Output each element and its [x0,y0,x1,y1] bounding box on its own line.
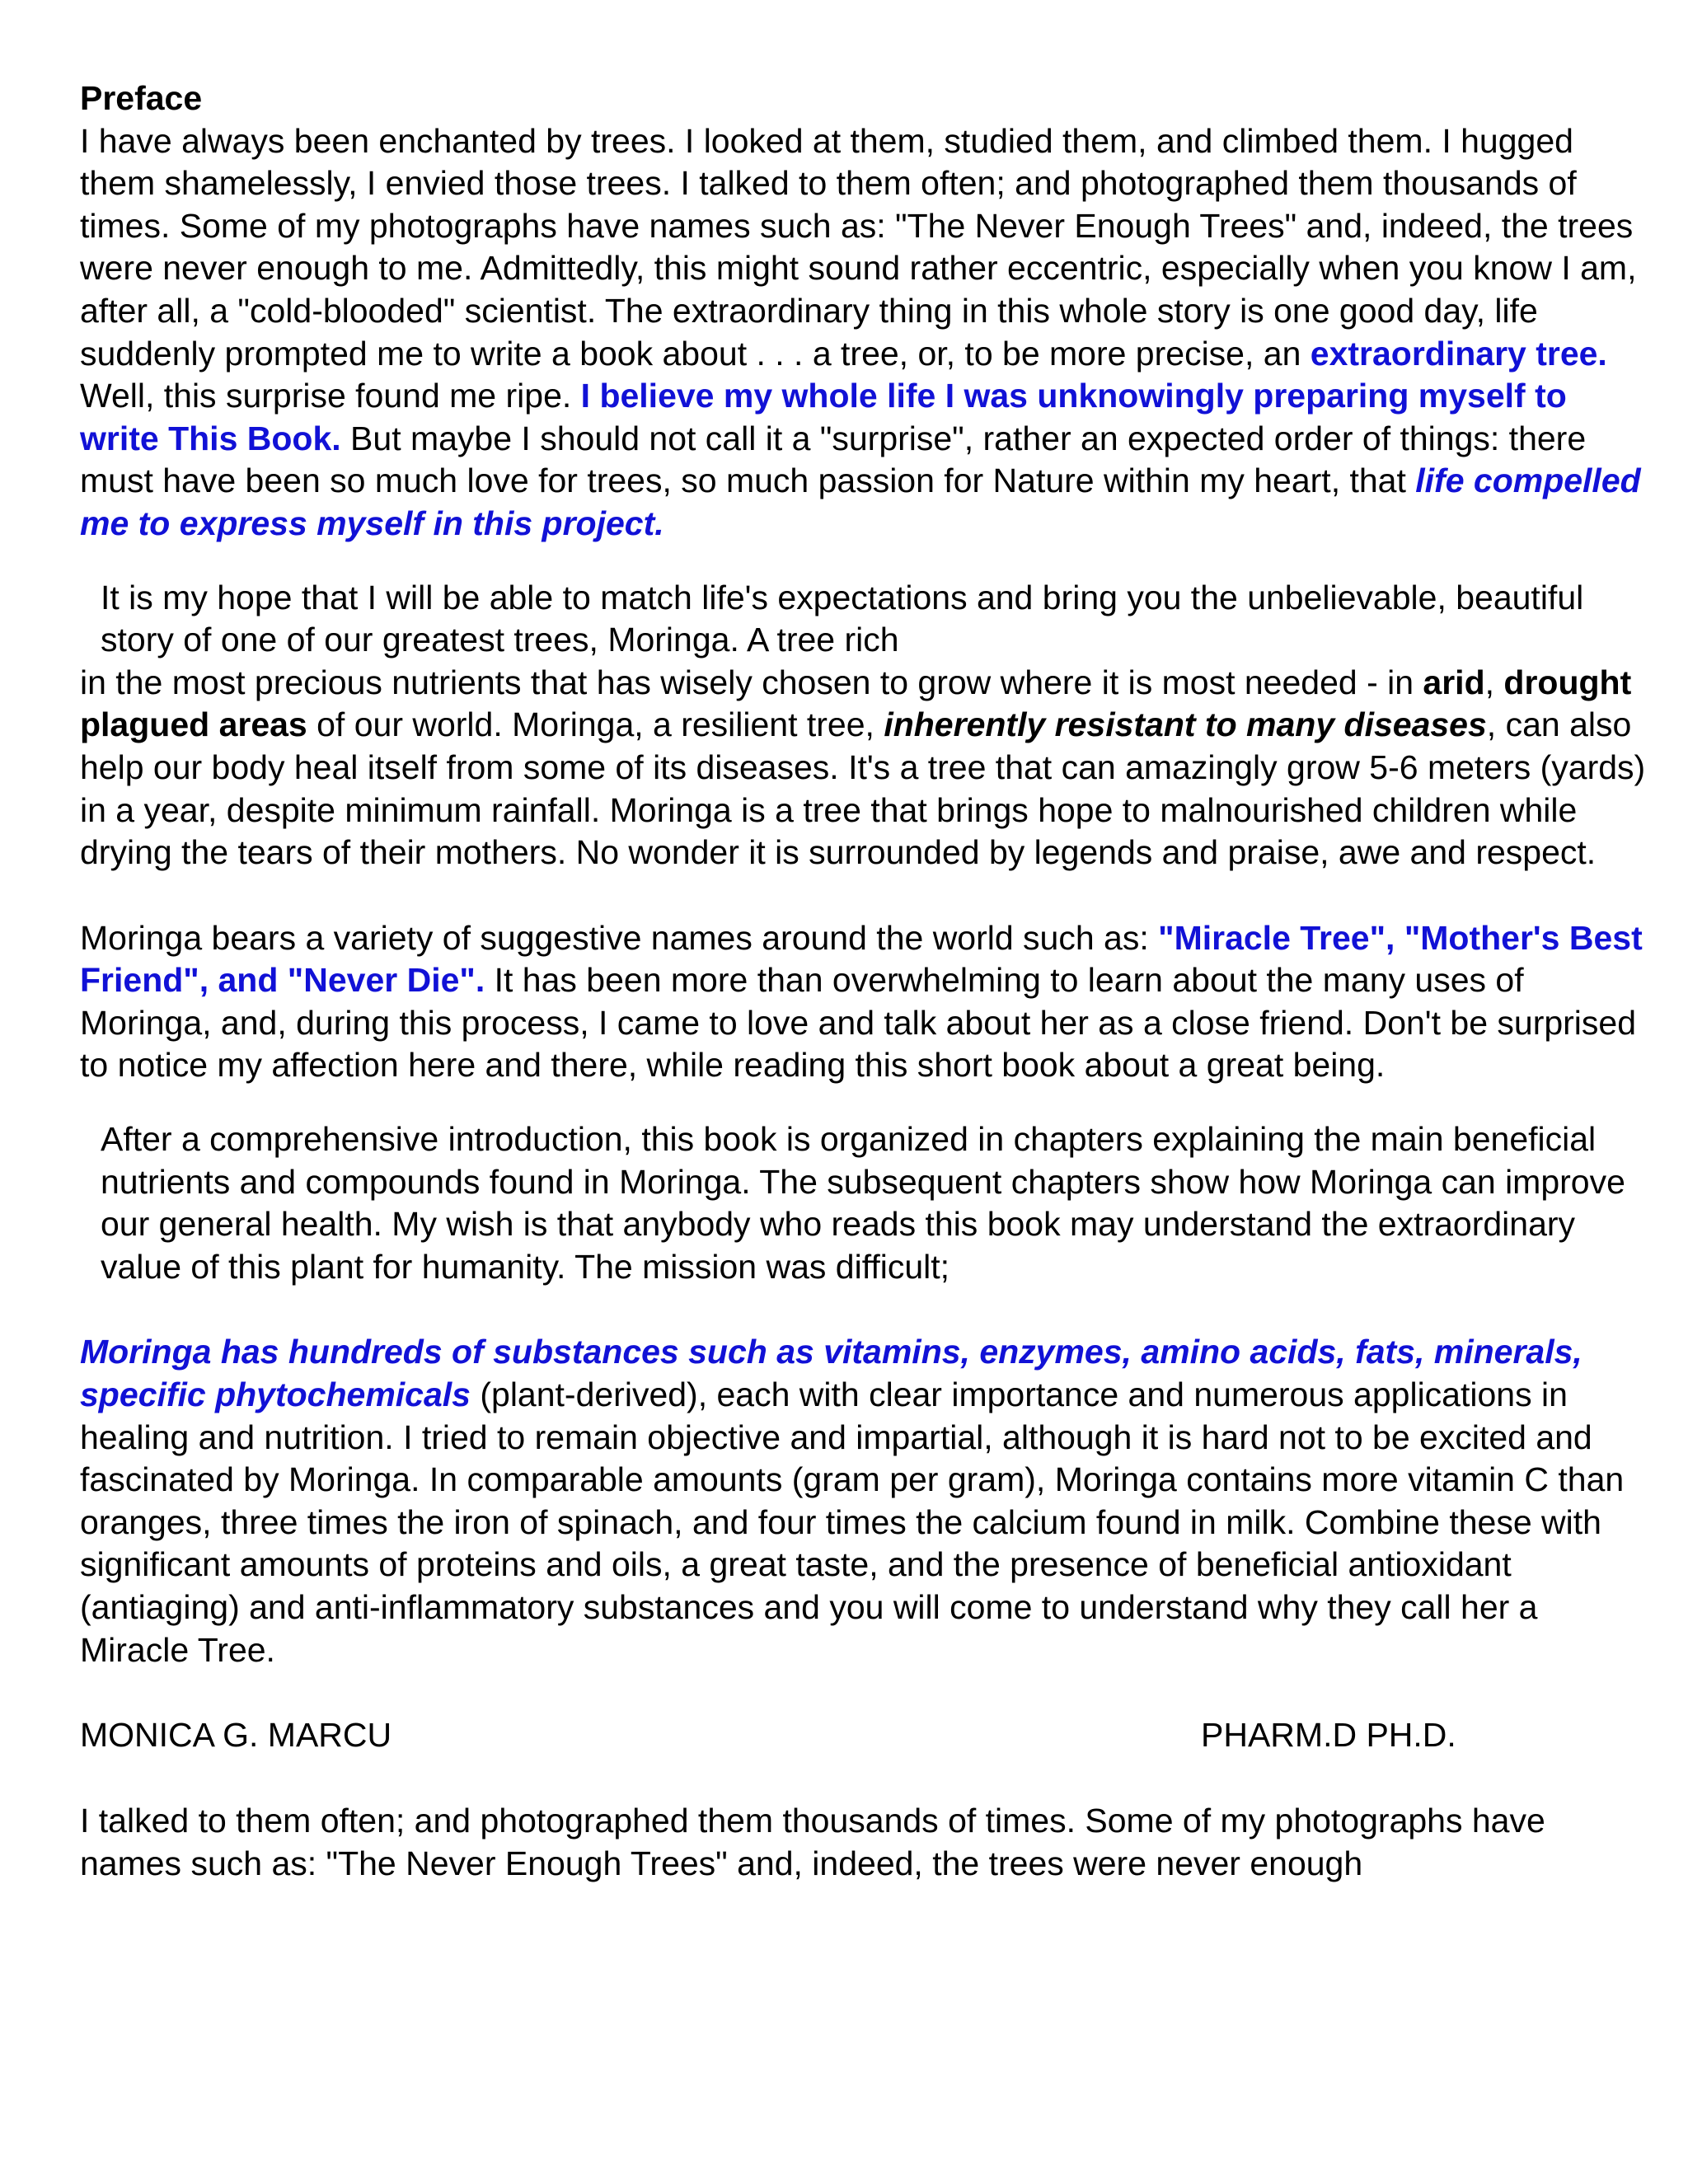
paragraph-hope-continued [80,662,1646,874]
substances-emphasis: Moringa has hundreds of substances such as vitamins, enzymes, amino acids, fats, minerals, specific phytochemicals [80,1333,1582,1414]
paragraph-organization: After a comprehensive introduction, this book is organized in chapters explaining the main beneficial nutrients and compounds found in Moringa. The subsequent chapters show how Moringa can improve our general health. My wish is that anybody who reads this book may understand the extraordinary value of this plant for humanity. The mission was difficult; [101,1120,1625,1286]
names-emphasis-miracle-tree: "Miracle Tree", "Mother's Best Friend", and "Never Die". [80,918,1643,1000]
preface-heading: Preface [80,79,203,117]
intro-emphasis-preparing: I believe my whole life I was unknowingly preparing myself to write This Book. [80,377,1567,457]
paragraph-repeated: I talked to them often; and photographed them thousands of times. Some of my photographs have names such as: "The Never Enough Trees" and, indeed, the trees were never enough [80,1802,1545,1882]
hope-text-4: , can also help our body heal itself from some of its diseases. It's a tree that can amazingly grow 5-6 meters (yards) in a year, despite minimum rainfall. Moringa is a tree that brings hope to malnourished children while drying the tears of their mothers. No wonder it is surrounded by legends and praise, awe and respect. [80,705,1646,872]
hope-text-1: in the most precious nutrients that has wisely chosen to grow where it is most needed - in [80,663,1423,701]
author-signature [80,1714,1646,1757]
intro-text-3: But maybe I should not call it a "surprise", rather an expected order of things: there must have been so much love for trees, so much passion for Nature within my heart, that [80,419,1587,500]
intro-emphasis-extraordinary-tree: extraordinary tree. [1310,334,1607,373]
author-name: MONICA G. MARCU [80,1716,392,1755]
names-text-1: Moringa bears a variety of suggestive names around the world such as: [80,918,1159,957]
intro-text-1: I have always been enchanted by trees. I looked at them, studied them, and climbed them. I hugged them shamelessly, I envied those trees. I talked to them often; and photographed them thousands of times. Some of my photographs have names such as: "The Never Enough Trees" and, indeed, the trees were never enough to me. Admittedly, this might sound rather eccentric, especially when you know I am, after all, a "cold-blooded" scientist. The extraordinary thing in this whole story is one good day, life suddenly prompted me to write a book about . . . a tree, or, to be more precise, an [80,121,1637,373]
hope-text-3: of our world. Moringa, a resilient tree, [307,705,884,744]
hope-bold-drought: drought plagued areas [80,663,1632,744]
substances-text: (plant-derived), each with clear importance and numerous applications in healing and nutrition. I tried to remain objective and impartial, although it is hard not to be excited and fascinated by Moringa. In comparable amounts (gram per gram), Moringa contains more vitamin C than oranges, three times the iron of spinach, and four times the calcium found in milk. Combine these with significant amounts of proteins and oils, a great taste, and the presence of beneficial antioxidant (antiaging) and anti-inflammatory substances and you will come to understand why they call her a Miracle Tree. [80,1376,1625,1669]
paragraph-substances [80,1331,1646,1671]
author-credentials: PHARM.D PH.D. [1201,1716,1456,1755]
paragraph-intro [80,120,1646,546]
hope-bold-arid: arid [1423,663,1485,701]
paragraph-hope-line: It is my hope that I will be able to match life's expectations and bring you the unbelievable, beautiful story of one of our greatest trees, Moringa. A tree rich [101,578,1584,659]
hope-bold-italic-resistant: inherently resistant to many diseases [884,705,1487,744]
paragraph-names [80,917,1646,1087]
document-page [80,77,1646,1885]
intro-emphasis-life-compelled: life compelled me to express myself in this project. [80,462,1641,542]
names-text-2: It has been more than overwhelming to learn about the many uses of Moringa, and, during this process, I came to love and talk about her as a close friend. Don't be surprised to notice my affection here and there, while reading this short book about a great being. [80,961,1637,1085]
hope-text-2: , [1484,663,1504,701]
intro-text-2: Well, this surprise found me ripe. [80,377,581,415]
